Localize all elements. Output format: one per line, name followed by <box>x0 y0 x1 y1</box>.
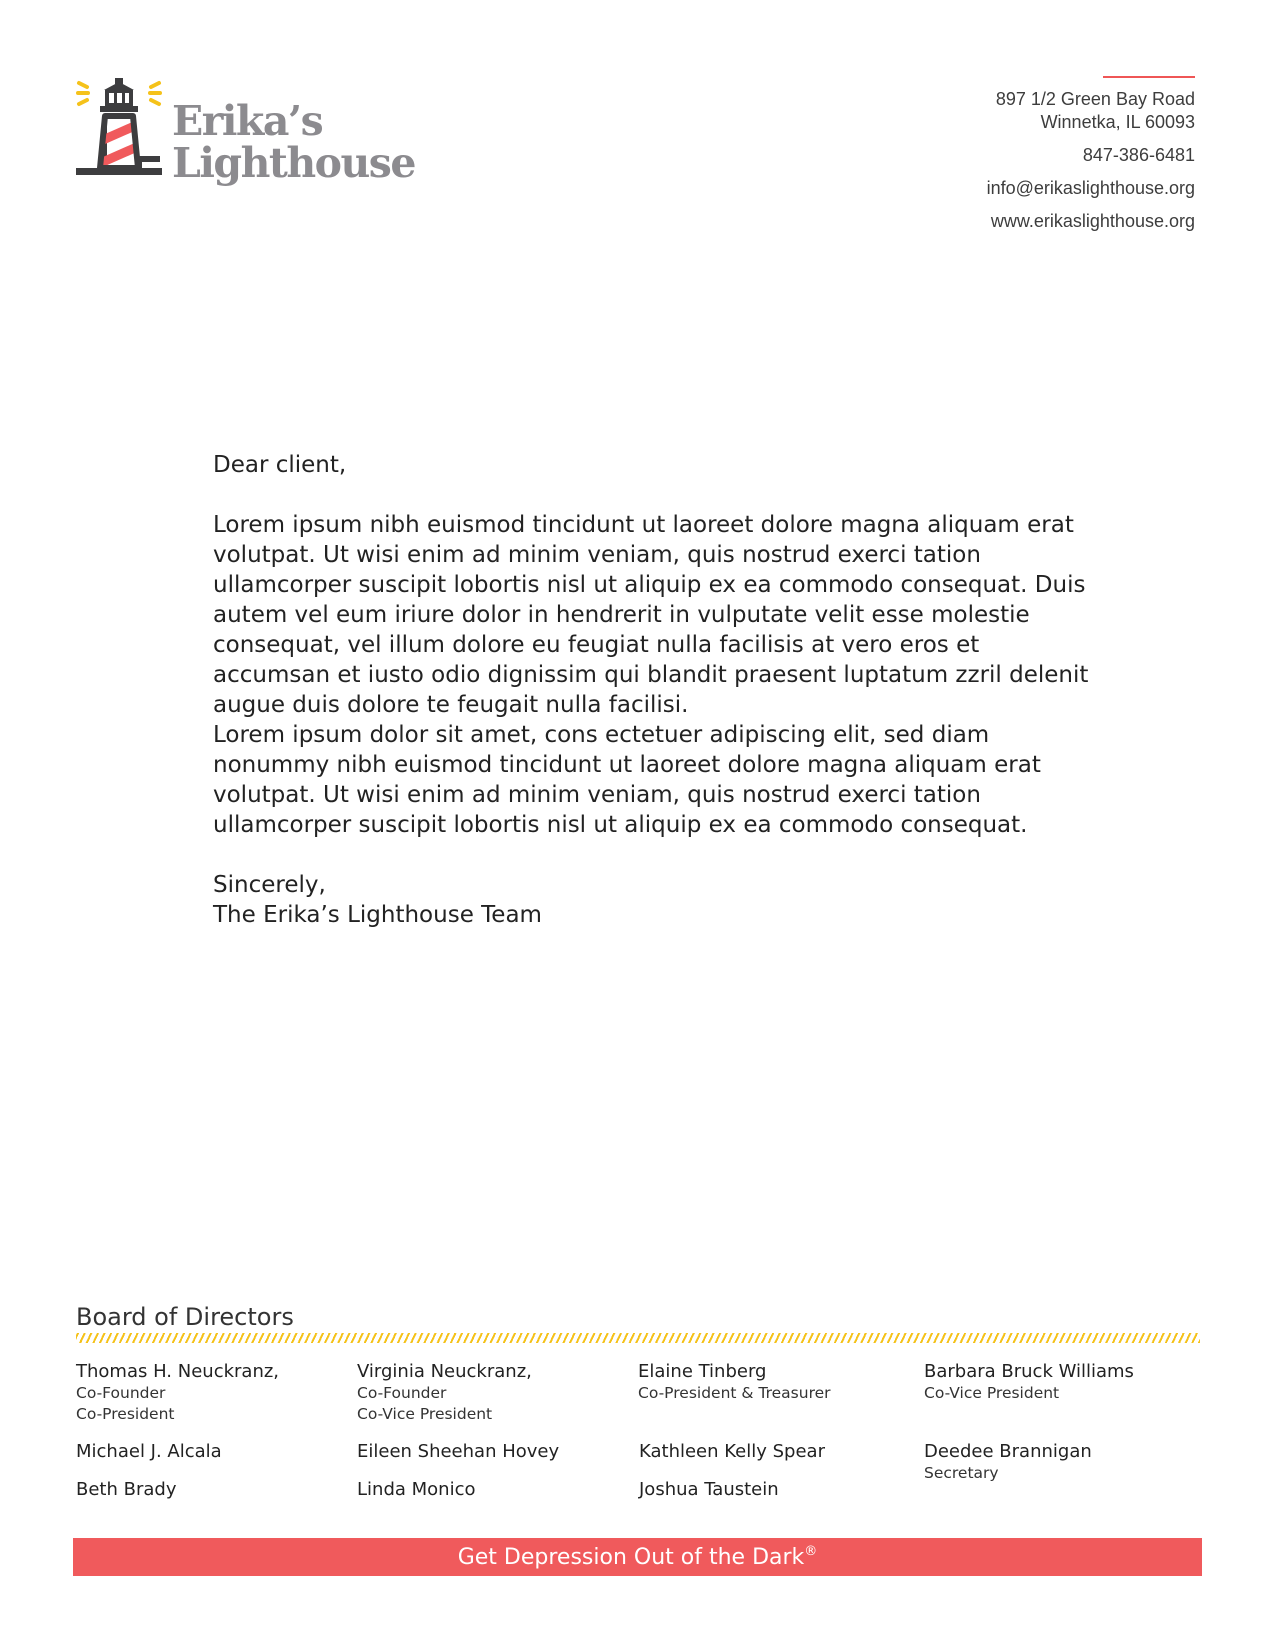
member-name: Elaine Tinberg <box>638 1361 767 1382</box>
board-member <box>639 1440 825 1463</box>
board-member <box>924 1440 1092 1484</box>
lighthouse-icon <box>76 78 162 182</box>
member-title: Co-President <box>76 1405 175 1423</box>
board-member <box>76 1478 176 1501</box>
board-member <box>357 1440 559 1463</box>
member-name: Linda Monico <box>357 1479 476 1500</box>
member-name: Deedee Brannigan <box>924 1441 1092 1462</box>
board-member <box>638 1360 831 1404</box>
paragraph-2: Lorem ipsum dolor sit amet, cons ectetuer adipiscing elit, sed diam nonummy nibh euismod tincidunt ut laoreet dolore magna aliquam erat volutpat. Ut wisi enim ad minim veniam, quis nostrud exerci tation ullamcorper suscipit lobortis nisl ut aliquip ex ea commodo consequat. <box>213 722 1041 838</box>
phone-number: 847-386-6481 <box>1082 145 1195 165</box>
member-title: Co-Founder <box>76 1384 166 1402</box>
hatch-divider <box>76 1333 1200 1343</box>
member-title: Co-Vice President <box>357 1405 493 1423</box>
logo <box>76 78 416 198</box>
wordmark-line2: Lighthouse <box>172 139 415 187</box>
member-name: Kathleen Kelly Spear <box>639 1441 825 1462</box>
board-member <box>76 1440 222 1463</box>
footer-tagline-bar <box>73 1538 1202 1576</box>
address-line2: Winnetka, IL 60093 <box>1040 112 1195 132</box>
salutation: Dear client, <box>213 452 347 478</box>
letter-body <box>213 450 1093 930</box>
board-member <box>357 1360 532 1425</box>
board-title: Board of Directors <box>76 1303 294 1331</box>
signature: The Erika’s Lighthouse Team <box>213 902 542 928</box>
member-name: Eileen Sheehan Hovey <box>357 1441 560 1462</box>
member-name: Thomas H. Neuckranz, <box>76 1361 280 1382</box>
email-link[interactable]: info@erikaslighthouse.org <box>986 178 1195 198</box>
member-name: Virginia Neuckranz, <box>357 1361 532 1382</box>
member-name: Barbara Bruck Williams <box>924 1361 1134 1382</box>
member-title: Secretary <box>924 1464 999 1482</box>
member-name: Joshua Taustein <box>639 1479 779 1500</box>
address-line1: 897 1/2 Green Bay Road <box>995 89 1195 109</box>
wordmark-line1: Erika’s <box>172 97 323 145</box>
member-title: Co-Vice President <box>924 1384 1060 1402</box>
tagline: Get Depression Out of the Dark <box>457 1545 805 1570</box>
accent-rule <box>1103 76 1195 78</box>
member-title: Co-Founder <box>357 1384 447 1402</box>
member-title: Co-President & Treasurer <box>638 1384 831 1402</box>
member-name: Michael J. Alcala <box>76 1441 222 1462</box>
contact-block <box>987 76 1195 233</box>
website-link[interactable]: www.erikaslighthouse.org <box>990 211 1195 231</box>
board-member <box>76 1360 279 1425</box>
closing: Sincerely, <box>213 872 326 898</box>
board-list <box>76 1360 1200 1510</box>
board-member <box>639 1478 779 1501</box>
board-member <box>357 1478 475 1501</box>
wordmark <box>172 97 415 187</box>
paragraph-1: Lorem ipsum nibh euismod tincidunt ut laoreet dolore magna aliquam erat volutpat. Ut wisi enim ad minim veniam, quis nostrud exerci tation ullamcorper suscipit lobortis nisl ut aliquip ex ea commodo consequat. Duis autem vel eum iriure dolor in hendrerit in vulputate velit esse molestie consequat, vel illum dolore eu feugiat nulla facilisis at vero eros et accumsan et iusto odio dignissim qui blandit praesent luptatum zzril delenit augue duis dolore te feugait nulla facilisi. <box>213 512 1089 718</box>
board-member <box>924 1360 1134 1404</box>
registered-mark: ® <box>804 1544 818 1559</box>
member-name: Beth Brady <box>76 1479 177 1500</box>
